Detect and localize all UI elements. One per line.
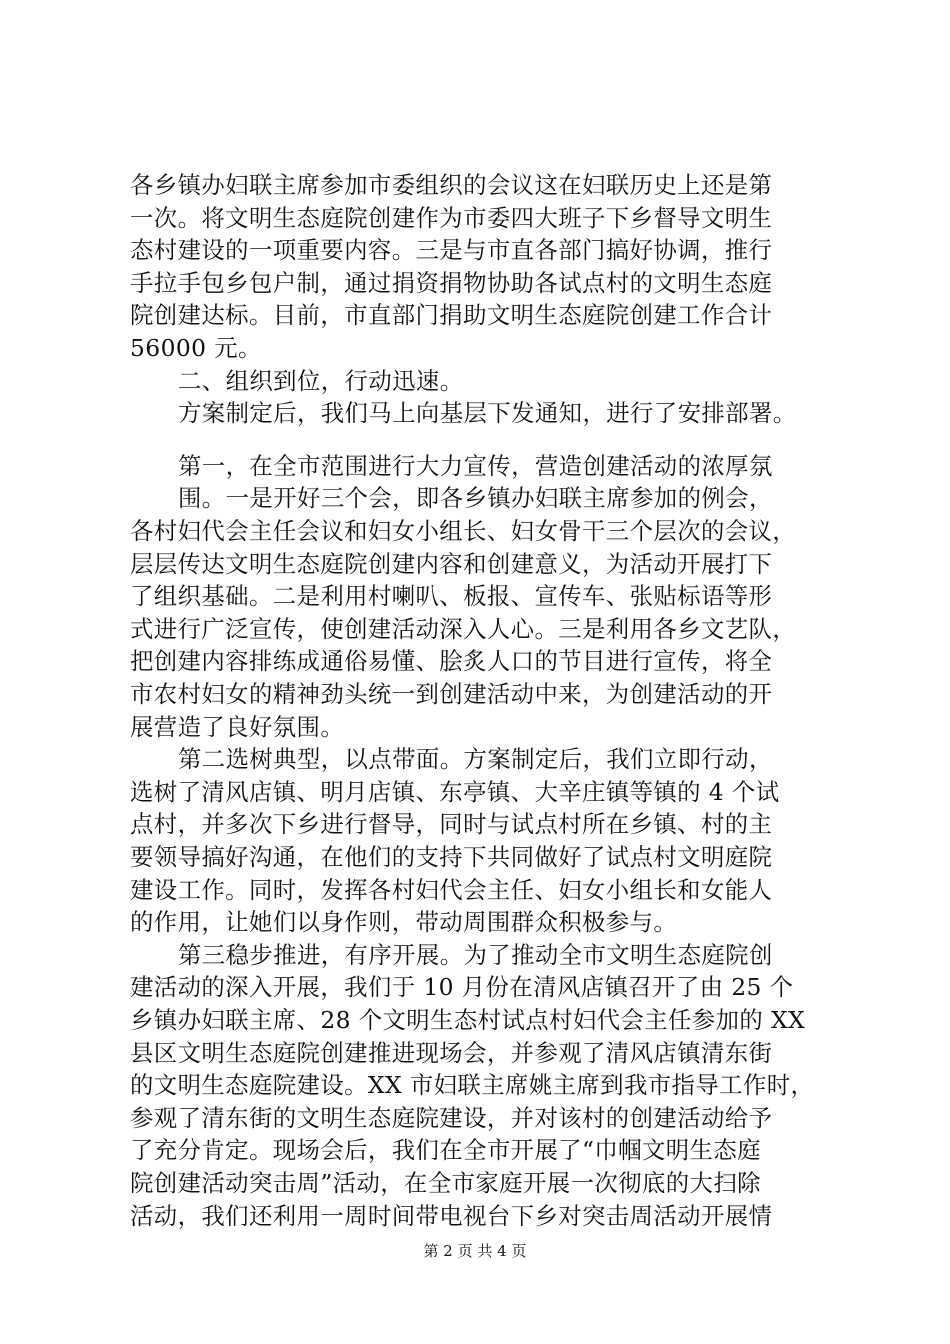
body-line: 市农村妇女的精神劲头统一到创建活动中来，为创建活动的开: [130, 680, 773, 708]
body-line: 态村建设的一项重要内容。三是与市直各部门搞好协调，推行: [130, 236, 773, 264]
body-line: 的文明生态庭院建设。XX 市妇联主席姚主席到我市指导工作时，: [130, 1071, 815, 1099]
body-line: 展营造了良好氛围。: [130, 713, 345, 741]
body-line: 56000 元。: [130, 334, 262, 362]
body-line: 的作用，让她们以身作则，带动周围群众积极参与。: [130, 908, 678, 936]
body-line: 活动，我们还利用一周时间带电视台下乡对突击周活动开展情: [130, 1202, 773, 1230]
body-line: 建设工作。同时，发挥各村妇代会主任、妇女小组长和女能人: [130, 876, 773, 904]
body-line: 手拉手包乡包户制，通过捐资捐物协助各试点村的文明生态庭: [130, 269, 773, 297]
body-line: 一次。将文明生态庭院创建作为市委四大班子下乡督导文明生: [130, 204, 773, 232]
body-line: 院创建活动突击周”活动，在全市家庭开展一次彻底的大扫除: [130, 1169, 761, 1197]
body-line: 要领导搞好沟通，在他们的支持下共同做好了试点村文明庭院: [130, 843, 773, 871]
body-line: 参观了清东街的文明生态庭院建设，并对该村的创建活动给予: [130, 1104, 773, 1132]
body-line: 方案制定后，我们马上向基层下发通知，进行了安排部署。: [178, 399, 797, 427]
body-line: 建活动的深入开展，我们于 10 月份在清风店镇召开了由 25 个: [130, 973, 794, 1001]
body-line: 第一，在全市范围进行大力宣传，营造创建活动的浓厚氛: [178, 452, 773, 480]
body-line: 院创建达标。目前，市直部门捐助文明生态庭院创建工作合计: [130, 301, 773, 329]
body-line: 选树了清风店镇、明月店镇、东亭镇、大辛庄镇等镇的 4 个试: [130, 778, 780, 806]
body-line: 第三稳步推进，有序开展。为了推动全市文明生态庭院创: [178, 941, 773, 969]
body-line: 各村妇代会主任会议和妇女小组长、妇女骨干三个层次的会议，: [130, 517, 797, 545]
body-line: 层层传达文明生态庭院创建内容和创建意义，为活动开展打下: [130, 550, 773, 578]
body-line: 第二选树典型，以点带面。方案制定后，我们立即行动，: [178, 745, 773, 773]
body-line: 点村，并多次下乡进行督导，同时与试点村所在乡镇、村的主: [130, 810, 773, 838]
body-line: 式进行广泛宣传，使创建活动深入人心。三是利用各乡文艺队，: [130, 615, 797, 643]
body-line: 把创建内容排练成通俗易懂、脍炙人口的节目进行宣传，将全: [130, 647, 773, 675]
body-line: 围。一是开好三个会，即各乡镇办妇联主席参加的例会，: [178, 484, 773, 512]
body-line: 了组织基础。二是利用村喇叭、板报、宣传车、张贴标语等形: [130, 582, 773, 610]
section-heading: 二、组织到位，行动迅速。: [178, 367, 464, 395]
body-line: 各乡镇办妇联主席参加市委组织的会议这在妇联历史上还是第: [130, 171, 773, 199]
page-footer: 第 2 页 共 4 页: [423, 1242, 527, 1260]
body-line: 乡镇办妇联主席、28 个文明生态村试点村妇代会主任参加的 XX: [130, 1006, 806, 1034]
body-line: 县区文明生态庭院创建推进现场会，并参观了清风店镇清东街: [130, 1039, 773, 1067]
body-line: 了充分肯定。现场会后，我们在全市开展了“巾帼文明生态庭: [130, 1136, 761, 1164]
